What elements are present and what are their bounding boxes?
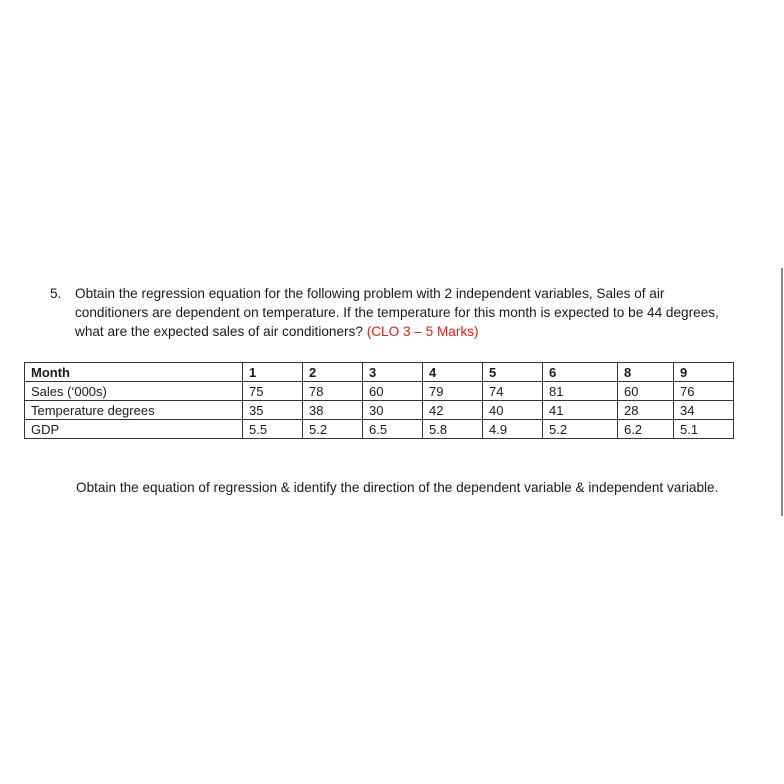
row-label: GDP [25, 420, 243, 439]
header-month-cell: 8 [618, 363, 674, 382]
table-cell: 5.2 [303, 420, 363, 439]
table-cell: 60 [363, 382, 423, 401]
table-cell: 60 [618, 382, 674, 401]
page-edge-rule [781, 268, 783, 516]
question-block [50, 284, 740, 341]
table-cell: 28 [618, 401, 674, 420]
table-cell: 5.8 [423, 420, 483, 439]
row-label: Sales (‘000s) [25, 382, 243, 401]
table-cell: 42 [423, 401, 483, 420]
header-month-cell: 1 [243, 363, 303, 382]
header-month-cell: 3 [363, 363, 423, 382]
table-cell: 5.1 [674, 420, 734, 439]
table-cell: 4.9 [483, 420, 543, 439]
table-cell: 75 [243, 382, 303, 401]
table-cell: 38 [303, 401, 363, 420]
instruction-note: Obtain the equation of regression & identify the direction of the dependent variable & independent variable. [76, 480, 719, 495]
header-month-cell: 6 [543, 363, 618, 382]
header-label: Month [25, 363, 243, 382]
table-cell: 5.2 [543, 420, 618, 439]
data-table [24, 362, 734, 439]
table-cell: 76 [674, 382, 734, 401]
table-cell: 81 [543, 382, 618, 401]
table-cell: 74 [483, 382, 543, 401]
header-month-cell: 2 [303, 363, 363, 382]
header-month-cell: 4 [423, 363, 483, 382]
table-header-row [25, 363, 734, 382]
table-cell: 78 [303, 382, 363, 401]
table-row-temperature [25, 401, 734, 420]
table-cell: 79 [423, 382, 483, 401]
table-row-sales [25, 382, 734, 401]
header-month-cell: 5 [483, 363, 543, 382]
table-cell: 34 [674, 401, 734, 420]
table-row-gdp [25, 420, 734, 439]
table-cell: 6.5 [363, 420, 423, 439]
table-cell: 6.2 [618, 420, 674, 439]
question-number: 5. [50, 286, 62, 301]
question-text: Obtain the regression equation for the following problem with 2 independent variables, Sales of air conditioners are dependent on temperature. If the temperature for this month is expected to be 44 degrees, what are the expected sales of air conditioners? [75, 286, 719, 339]
question-marks: (CLO 3 – 5 Marks) [366, 324, 479, 339]
table-cell: 40 [483, 401, 543, 420]
table-cell: 35 [243, 401, 303, 420]
table-cell: 30 [363, 401, 423, 420]
table-cell: 5.5 [243, 420, 303, 439]
question-text-container [75, 284, 740, 341]
row-label: Temperature degrees [25, 401, 243, 420]
header-month-cell: 9 [674, 363, 734, 382]
table-cell: 41 [543, 401, 618, 420]
